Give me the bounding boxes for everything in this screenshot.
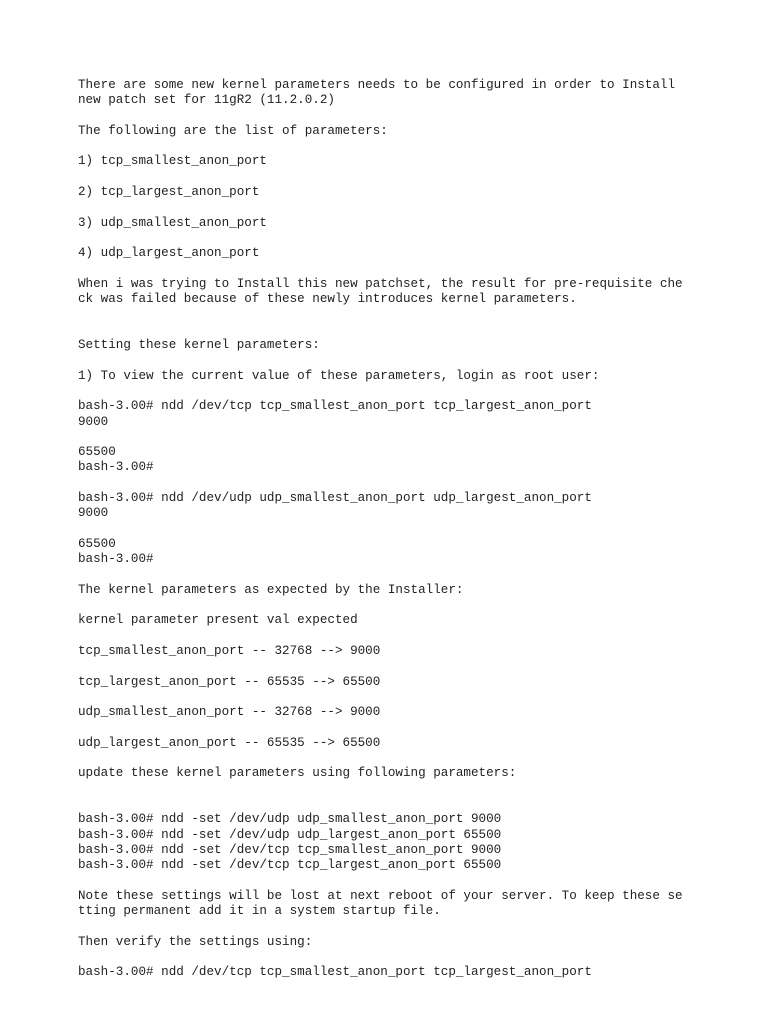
text-line: update these kernel parameters using following parameters: [78,766,517,781]
text-line: When i was trying to Install this new patchset, the result for pre-requisite che [78,276,683,291]
command-line: bash-3.00# ndd /dev/udp udp_smallest_anon_port udp_largest_anon_port [78,491,592,506]
text-line: new patch set for 11gR2 (11.2.0.2) [78,93,335,108]
list-item: 1) tcp_smallest_anon_port [78,154,267,169]
command-line: bash-3.00# ndd /dev/tcp tcp_smallest_anon_port tcp_largest_anon_port [78,965,592,980]
command-line: bash-3.00# ndd -set /dev/tcp tcp_smallest_anon_port 9000 [78,842,502,857]
blank-line [78,950,718,965]
blank-line [78,109,718,124]
blank-line [78,797,718,812]
table-row: tcp_largest_anon_port -- 65535 --> 65500 [78,674,381,689]
blank-line [78,262,718,277]
text-line: ck was failed because of these newly introduces kernel parameters. [78,292,577,307]
output-line: 9000 [78,414,109,429]
list-item: 3) udp_smallest_anon_port [78,215,267,230]
text-line: Then verify the settings using: [78,934,313,949]
blank-line [78,598,718,613]
blank-line [78,200,718,215]
blank-line [78,568,718,583]
blank-line [78,659,718,674]
blank-line [78,919,718,934]
text-line: The following are the list of parameters: [78,123,388,138]
blank-line [78,522,718,537]
table-row: udp_smallest_anon_port -- 32768 --> 9000 [78,705,381,720]
text-line: tting permanent add it in a system startup file. [78,904,441,919]
blank-line [78,873,718,888]
text-line: The kernel parameters as expected by the Installer: [78,582,464,597]
blank-line [78,476,718,491]
blank-line [78,353,718,368]
section-heading: Setting these kernel parameters: [78,338,320,353]
text-line: Note these settings will be lost at next reboot of your server. To keep these se [78,888,683,903]
table-row: tcp_smallest_anon_port -- 32768 --> 9000 [78,643,381,658]
command-line: bash-3.00# ndd /dev/tcp tcp_smallest_anon_port tcp_largest_anon_port [78,399,592,414]
output-line: 9000 [78,506,109,521]
blank-line [78,307,718,322]
output-line: 65500 [78,445,116,460]
blank-line [78,629,718,644]
document-page [78,78,718,981]
list-item: 4) udp_largest_anon_port [78,246,260,261]
blank-line [78,720,718,735]
blank-line [78,139,718,154]
table-header: kernel parameter present val expected [78,613,358,628]
blank-line [78,751,718,766]
command-line: bash-3.00# ndd -set /dev/udp udp_smallest_anon_port 9000 [78,812,502,827]
blank-line [78,323,718,338]
output-line: 65500 [78,536,116,551]
text-line: 1) To view the current value of these parameters, login as root user: [78,368,600,383]
blank-line [78,231,718,246]
command-line: bash-3.00# [78,460,154,475]
command-line: bash-3.00# ndd -set /dev/udp udp_largest_anon_port 65500 [78,827,502,842]
blank-line [78,782,718,797]
command-line: bash-3.00# ndd -set /dev/tcp tcp_largest_anon_port 65500 [78,858,502,873]
blank-line [78,430,718,445]
blank-line [78,170,718,185]
table-row: udp_largest_anon_port -- 65535 --> 65500 [78,735,381,750]
command-line: bash-3.00# [78,552,154,567]
list-item: 2) tcp_largest_anon_port [78,185,260,200]
text-line: There are some new kernel parameters needs to be configured in order to Install [78,78,676,92]
blank-line [78,690,718,705]
blank-line [78,384,718,399]
